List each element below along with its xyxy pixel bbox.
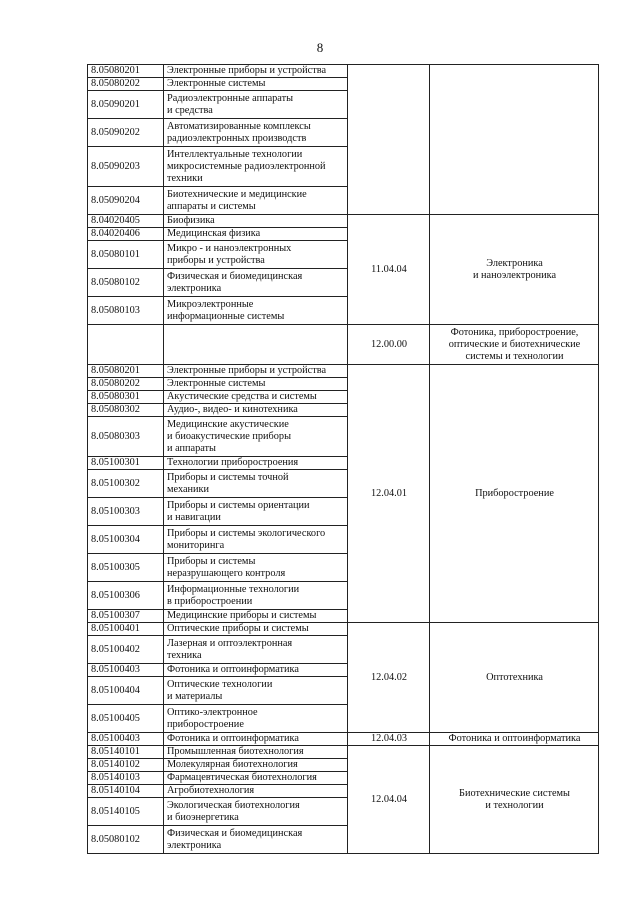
direction-cell: Фотоника, приборостроение, оптические и биотехнические системы и технологии [430, 325, 599, 365]
old-title-cell: Оптические технологии и материалы [164, 677, 348, 705]
old-code-cell: 8.05100305 [88, 554, 164, 582]
old-code-cell: 8.04020406 [88, 228, 164, 241]
old-title-cell: Агробиотехнология [164, 785, 348, 798]
old-title-cell: Медицинские приборы и системы [164, 610, 348, 623]
old-title-cell: Электронные системы [164, 378, 348, 391]
old-code-cell: 8.05100301 [88, 457, 164, 470]
old-code-cell: 8.05080202 [88, 378, 164, 391]
table-row [88, 325, 599, 365]
old-code-cell: 8.05140104 [88, 785, 164, 798]
old-code-cell: 8.05140102 [88, 759, 164, 772]
old-title-cell: Микро - и наноэлектронных приборы и устройства [164, 241, 348, 269]
old-title-cell [164, 325, 348, 365]
new-code-cell: 12.04.03 [348, 733, 430, 746]
direction-cell: Приборостроение [430, 365, 599, 623]
old-code-cell: 8.05140101 [88, 746, 164, 759]
old-title-cell: Медицинские акустические и биоакустические приборы и аппараты [164, 417, 348, 457]
old-title-cell: Микроэлектронные информационные системы [164, 297, 348, 325]
old-title-cell: Приборы и системы экологического мониторинга [164, 526, 348, 554]
old-code-cell: 8.05080101 [88, 241, 164, 269]
old-code-cell: 8.05100302 [88, 470, 164, 498]
old-title-cell: Фотоника и оптоинформатика [164, 733, 348, 746]
old-code-cell: 8.05100401 [88, 623, 164, 636]
old-title-cell: Аудио-, видео- и кинотехника [164, 404, 348, 417]
direction-cell: Фотоника и оптоинформатика [430, 733, 599, 746]
new-code-cell: 12.04.02 [348, 623, 430, 733]
old-code-cell: 8.05100307 [88, 610, 164, 623]
new-code-cell [348, 65, 430, 215]
table-row [88, 746, 599, 759]
old-title-cell: Биофизика [164, 215, 348, 228]
old-code-cell: 8.05080202 [88, 78, 164, 91]
old-code-cell: 8.05100304 [88, 526, 164, 554]
old-code-cell: 8.05140103 [88, 772, 164, 785]
new-code-cell: 12.00.00 [348, 325, 430, 365]
new-code-cell: 11.04.04 [348, 215, 430, 325]
old-code-cell: 8.05090201 [88, 91, 164, 119]
old-title-cell: Технологии приборостроения [164, 457, 348, 470]
old-code-cell: 8.05100403 [88, 733, 164, 746]
old-title-cell: Физическая и биомедицинская электроника [164, 269, 348, 297]
old-code-cell: 8.05100402 [88, 636, 164, 664]
old-code-cell: 8.05080201 [88, 65, 164, 78]
table-row [88, 623, 599, 636]
direction-cell: Электроника и наноэлектроника [430, 215, 599, 325]
old-title-cell: Радиоэлектронные аппараты и средства [164, 91, 348, 119]
old-title-cell: Электронные приборы и устройства [164, 365, 348, 378]
old-code-cell: 8.05100405 [88, 705, 164, 733]
old-title-cell: Автоматизированные комплексы радиоэлектронных производств [164, 119, 348, 147]
direction-cell: Оптотехника [430, 623, 599, 733]
old-title-cell: Электронные приборы и устройства [164, 65, 348, 78]
old-title-cell: Медицинская физика [164, 228, 348, 241]
old-code-cell: 8.05100306 [88, 582, 164, 610]
old-code-cell: 8.05100303 [88, 498, 164, 526]
old-code-cell: 8.05080102 [88, 826, 164, 854]
old-code-cell: 8.05100404 [88, 677, 164, 705]
old-code-cell: 8.05090202 [88, 119, 164, 147]
old-title-cell: Молекулярная биотехнология [164, 759, 348, 772]
old-title-cell: Оптические приборы и системы [164, 623, 348, 636]
old-title-cell: Промышленная биотехнология [164, 746, 348, 759]
old-title-cell: Электронные системы [164, 78, 348, 91]
old-title-cell: Приборы и системы неразрушающего контроля [164, 554, 348, 582]
old-title-cell: Оптико-электронное приборостроение [164, 705, 348, 733]
old-code-cell: 8.05100403 [88, 664, 164, 677]
old-code-cell: 8.05080302 [88, 404, 164, 417]
direction-cell [430, 65, 599, 215]
old-title-cell: Приборы и системы ориентации и навигации [164, 498, 348, 526]
old-code-cell: 8.05090203 [88, 147, 164, 187]
old-title-cell: Биотехнические и медицинские аппараты и системы [164, 187, 348, 215]
old-code-cell: 8.05080201 [88, 365, 164, 378]
old-title-cell: Экологическая биотехнология и биоэнергетика [164, 798, 348, 826]
old-code-cell: 8.05080103 [88, 297, 164, 325]
old-title-cell: Приборы и системы точной механики [164, 470, 348, 498]
old-title-cell: Фотоника и оптоинформатика [164, 664, 348, 677]
new-code-cell: 12.04.04 [348, 746, 430, 854]
old-title-cell: Интеллектуальные технологии микросистемные радиоэлектронной техники [164, 147, 348, 187]
old-code-cell: 8.05080102 [88, 269, 164, 297]
table-row [88, 65, 599, 78]
page-number: 8 [316, 40, 324, 55]
specialty-correspondence-table [87, 64, 599, 854]
old-title-cell: Информационные технологии в приборостроении [164, 582, 348, 610]
old-title-cell: Физическая и биомедицинская электроника [164, 826, 348, 854]
old-code-cell [88, 325, 164, 365]
old-title-cell: Лазерная и оптоэлектронная техника [164, 636, 348, 664]
old-code-cell: 8.05080303 [88, 417, 164, 457]
old-title-cell: Фармацевтическая биотехнология [164, 772, 348, 785]
table-row [88, 733, 599, 746]
old-code-cell: 8.05080301 [88, 391, 164, 404]
table-row [88, 365, 599, 378]
new-code-cell: 12.04.01 [348, 365, 430, 623]
old-title-cell: Акустические средства и системы [164, 391, 348, 404]
table-row [88, 215, 599, 228]
direction-cell: Биотехнические системы и технологии [430, 746, 599, 854]
old-code-cell: 8.05090204 [88, 187, 164, 215]
old-code-cell: 8.05140105 [88, 798, 164, 826]
old-code-cell: 8.04020405 [88, 215, 164, 228]
